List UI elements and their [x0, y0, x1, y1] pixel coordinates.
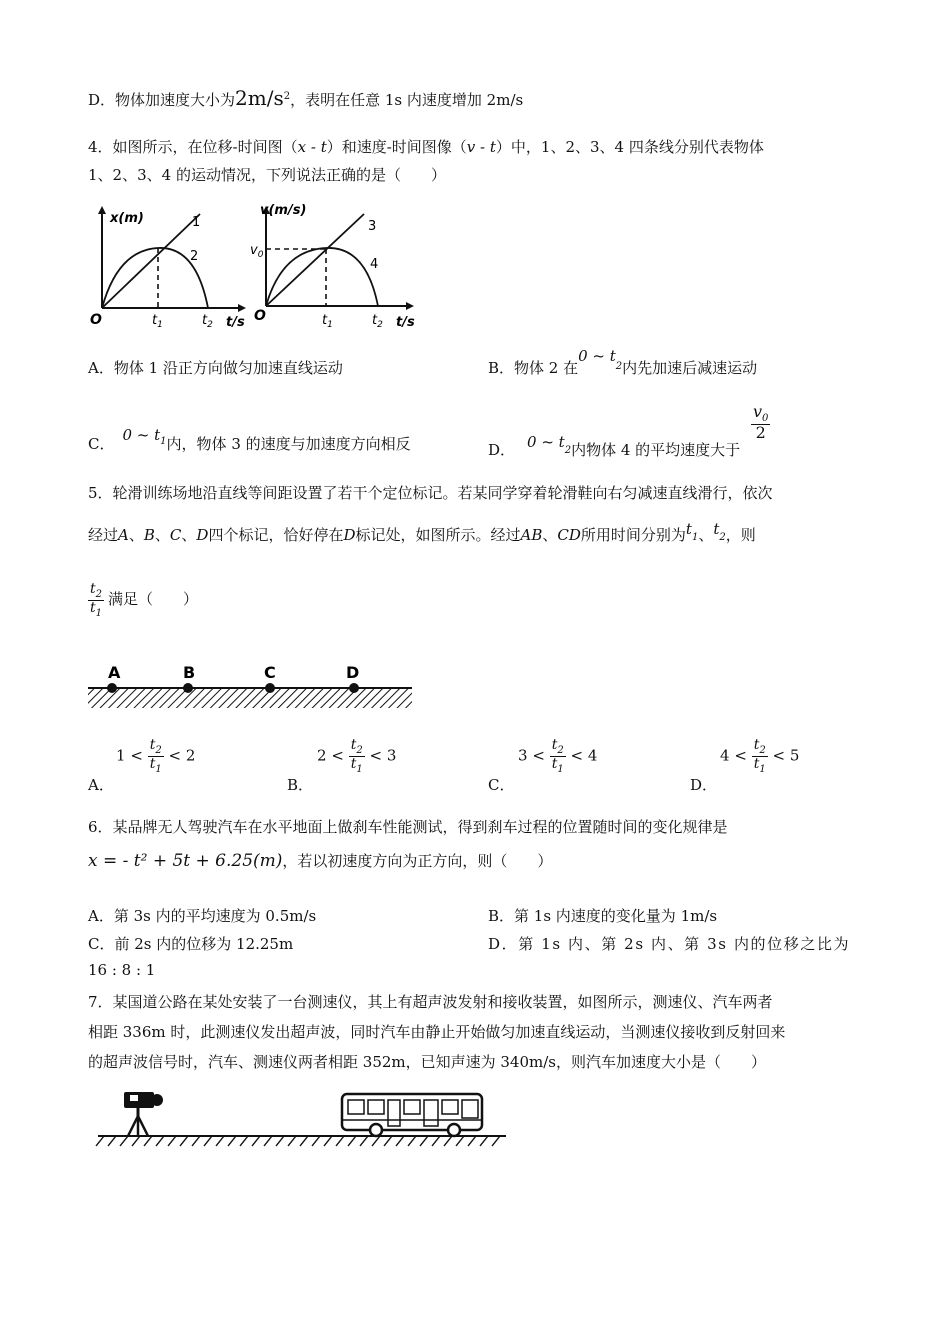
q3-option-d — [88, 86, 523, 110]
v0-label: $v_0$ — [250, 243, 264, 260]
x-axis-label: t/s — [396, 315, 415, 330]
exponent: 2 — [283, 91, 291, 102]
q7-stem-line1: 7．某国道公路在某处安装了一台测速仪，其上有超声波发射和接收装置，如图所示，测速仪、汽车两者 — [88, 993, 773, 1011]
q6-stem-line2: x = - t² + 5t + 6.25(m)，若以初速度方向为正方向，则（ ） — [88, 851, 553, 871]
xt-graph — [90, 206, 246, 330]
marker-d: D — [346, 663, 360, 682]
x-axis-label: t/s — [226, 315, 245, 330]
t1-label: $t_1$ — [152, 313, 163, 330]
q4-option-b: B．物体 2 在0 ~ $t_2$内先加速后减速运动 — [488, 347, 758, 377]
line-3-label: 3 — [368, 219, 377, 234]
math-xt: x - t — [297, 138, 327, 156]
t2-label: $t_2$ — [202, 313, 213, 330]
q4-option-c: C． 0 ~ $t_1$内，物体 3 的速度与加速度方向相反 — [88, 426, 411, 453]
stem-text: 如图所示，在位移-时间图（ — [112, 138, 298, 156]
acceleration-value: 2m/s — [235, 86, 284, 110]
q7-figure — [94, 1080, 510, 1152]
y-axis-label: x(m) — [110, 211, 144, 226]
option-text: 物体加速度大小为 — [115, 91, 236, 109]
t2-label: $t_2$ — [372, 313, 383, 330]
q6-option-d-ratio: 16 : 8 : 1 — [88, 961, 156, 979]
q6-stem-line1: 6．某品牌无人驾驶汽车在水平地面上做刹车性能测试，得到刹车过程的位置随时间的变化规律是 — [88, 818, 728, 836]
q7-stem-line3: 的超声波信号时，汽车、测速仪两者相距 352m，已知声速为 340m/s，则汽车加速度大小是（ ） — [88, 1053, 766, 1071]
vt-graph — [250, 203, 415, 330]
math-vt: v - t — [466, 138, 496, 156]
q7-stem-line2: 相距 336m 时，此测速仪发出超声波，同时汽车由静止开始做匀加速直线运动，当测速仪接收到反射回来 — [88, 1023, 786, 1041]
q6-option-b: B．第 1s 内速度的变化量为 1m/s — [488, 907, 718, 925]
position-equation: x = - t² + 5t + 6.25(m) — [88, 851, 283, 871]
q4-stem-line1 — [88, 136, 764, 157]
q5-option-b: B． 2 < $\frac{t_2}{t_1}$ < 3 — [287, 737, 397, 794]
speed-camera-icon — [124, 1092, 163, 1136]
option-label: D． — [88, 91, 116, 109]
q5-stem-line2: 经过A、B、C、D四个标记，恰好停在D标记处，如图所示。经过AB、CD所用时间分别为$t_1$、$t_2$，则 — [88, 520, 756, 544]
v0-over-2: $\frac{v_0}{2}$ — [752, 402, 769, 443]
origin-label: O — [90, 312, 102, 328]
line-1-label: 1 — [192, 215, 201, 230]
marker-b: B — [183, 663, 196, 682]
marker-c: C — [264, 663, 276, 682]
q5-stem-line1: 5．轮滑训练场地沿直线等间距设置了若干个定位标记。若某同学穿着轮滑鞋向右匀减速直线滑行，依次 — [88, 484, 773, 502]
y-axis-label: v(m/s) — [260, 203, 307, 218]
q5-option-c: C． 3 < $\frac{t_2}{t_1}$ < 4 — [488, 737, 598, 794]
question-number: 4． — [88, 138, 113, 156]
line-1 — [102, 214, 200, 308]
stem-text: ）和速度-时间图像（ — [326, 138, 467, 156]
q6-option-a: A．第 3s 内的平均速度为 0.5m/s — [88, 907, 317, 925]
q4-option-a: A．物体 1 沿正方向做匀加速直线运动 — [88, 359, 343, 377]
q5-option-a: A． 1 < $\frac{t_2}{t_1}$ < 2 — [88, 737, 196, 794]
stem-text: ）中，1、2、3、4 四条线分别代表物体 — [495, 138, 764, 156]
q5-ratio-satisfy: $\frac{t_2}{t_1}$ 满足（ ） — [90, 581, 199, 619]
line-4-label: 4 — [370, 257, 379, 272]
q5-option-d: D． 4 < $\frac{t_2}{t_1}$ < 5 — [690, 737, 800, 794]
q4-stem-line2: 1、2、3、4 的运动情况，下列说法正确的是（ ） — [88, 166, 446, 184]
marker-a: A — [108, 663, 121, 682]
q4-graphs — [88, 200, 428, 330]
line-3 — [266, 214, 364, 306]
t1-label: $t_1$ — [322, 313, 333, 330]
q6-option-d: D．第 1s 内、第 2s 内、第 3s 内的位移之比为 — [488, 935, 851, 953]
q5-track-figure — [88, 660, 414, 712]
origin-label: O — [254, 308, 266, 324]
q6-option-c: C．前 2s 内的位移为 12.25m — [88, 935, 294, 953]
line-2-label: 2 — [190, 249, 199, 264]
q4-option-d: D． 0 ~ $t_2$内物体 4 的平均速度大于 $\frac{v_0}{2}$ — [488, 402, 769, 459]
line-4 — [266, 248, 378, 306]
bus-icon — [342, 1094, 482, 1136]
option-text: ，表明在任意 1s 内速度增加 2m/s — [290, 91, 524, 109]
